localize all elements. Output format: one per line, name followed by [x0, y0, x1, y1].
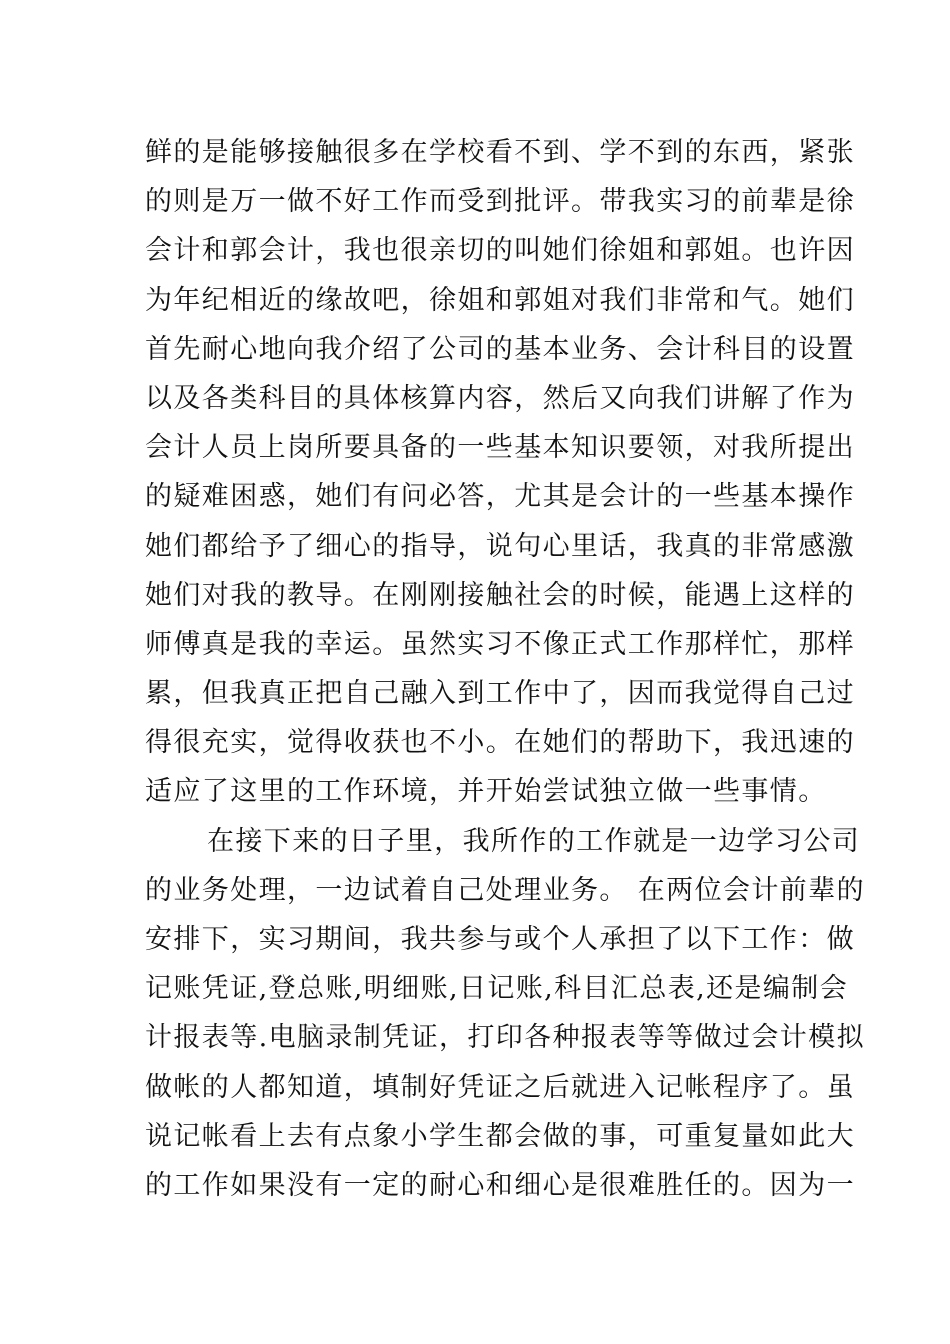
text-line: 会计人员上岗所要具备的一些基本知识要领，对我所提出: [145, 432, 855, 464]
text-line: 安排下，实习期间，我共参与或个人承担了以下工作：做: [145, 924, 855, 955]
text-line: 以及各类科目的具体核算内容，然后又向我们讲解了作为: [145, 382, 855, 414]
text-line: 她们都给予了细心的指导，说句心里话，我真的非常感激: [145, 530, 855, 562]
paragraph-first-line: 在接下来的日子里，我所作的工作就是一边学习公司: [207, 825, 861, 857]
text-line: 得很充实，觉得收获也不小。在她们的帮助下，我迅速的: [145, 727, 855, 759]
text-line: 适应了这里的工作环境，并开始尝试独立做一些事情。: [145, 776, 827, 808]
text-line: 会计和郭会计，我也很亲切的叫她们徐姐和郭姐。也许因: [145, 235, 855, 267]
text-line: 计报表等.电脑录制凭证，打印各种报表等等做过会计模拟: [145, 1022, 865, 1054]
text-line: 的疑难困惑，她们有问必答，尤其是会计的一些基本操作: [145, 481, 855, 513]
text-line: 的则是万一做不好工作而受到批评。带我实习的前辈是徐: [145, 186, 855, 218]
text-line: 的业务处理，一边试着自己处理业务。 在两位会计前辈的: [145, 874, 865, 906]
text-line: 累，但我真正把自己融入到工作中了，因而我觉得自己过: [145, 678, 855, 710]
text-line: 首先耐心地向我介绍了公司的基本业务、会计科目的设置: [145, 333, 855, 365]
text-line: 做帐的人都知道，填制好凭证之后就进入记帐程序了。虽: [145, 1071, 855, 1103]
body-text: [145, 128, 865, 1210]
text-line: 的工作如果没有一定的耐心和细心是很难胜任的。因为一: [145, 1169, 855, 1201]
text-line: 鲜的是能够接触很多在学校看不到、学不到的东西，紧张: [145, 137, 855, 168]
text-line: 记账凭证,登总账,明细账,日记账,科目汇总表,还是编制会: [145, 973, 849, 1005]
text-line: 师傅真是我的幸运。虽然实习不像正式工作那样忙，那样: [145, 628, 855, 660]
text-line: 为年纪相近的缘故吧，徐姐和郭姐对我们非常和气。她们: [145, 284, 855, 316]
text-line: 她们对我的教导。在刚刚接触社会的时候，能遇上这样的: [145, 579, 855, 611]
text-line: 说记帐看上去有点象小学生都会做的事，可重复量如此大: [145, 1120, 855, 1152]
